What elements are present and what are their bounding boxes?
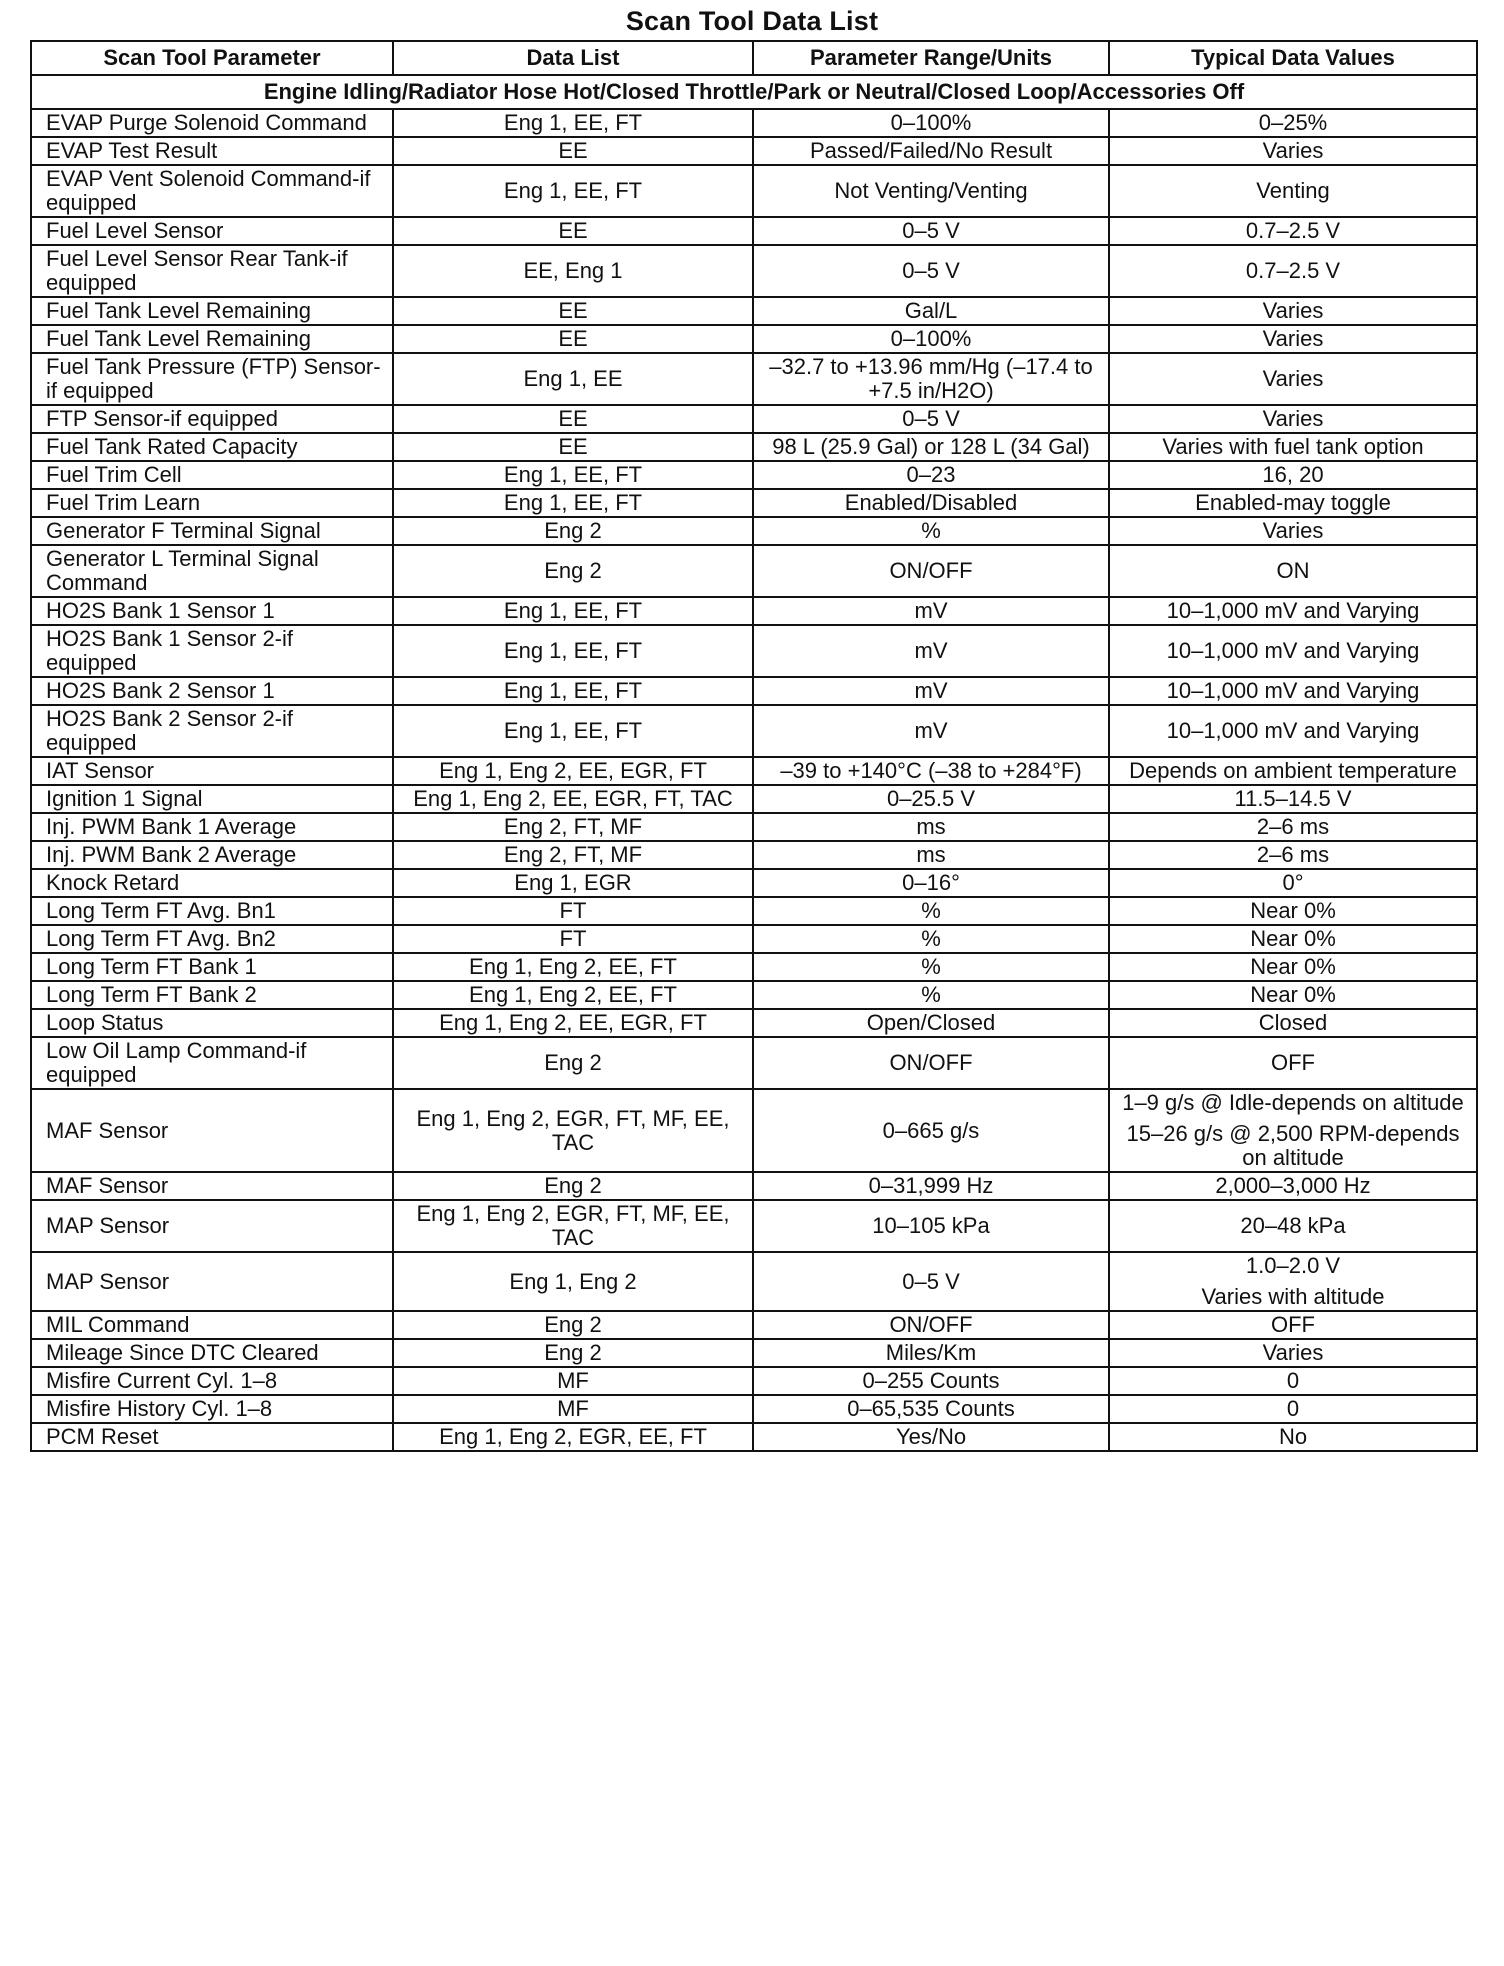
cell-typical-values (1109, 1037, 1477, 1089)
typical-value-line: ON (1276, 558, 1310, 583)
document-title: Scan Tool Data List (625, 6, 879, 36)
table-row (31, 109, 1477, 137)
cell-typical-values (1109, 489, 1477, 517)
cell-range-units: 98 L (25.9 Gal) or 128 L (34 Gal) (753, 433, 1109, 461)
typical-value-line: Varies (1262, 298, 1324, 323)
typical-value-line: No (1278, 1424, 1308, 1449)
typical-value-line: Near 0% (1250, 898, 1336, 923)
table-row (31, 325, 1477, 353)
table-row (31, 489, 1477, 517)
table-row (31, 545, 1477, 597)
cell-typical-values (1109, 1339, 1477, 1367)
cell-parameter: Fuel Trim Cell (31, 461, 393, 489)
cell-parameter: Fuel Level Sensor Rear Tank-if equipped (31, 245, 393, 297)
cell-typical-values (1109, 705, 1477, 757)
cell-range-units: 0–5 V (753, 1252, 1109, 1311)
cell-parameter: Long Term FT Avg. Bn1 (31, 897, 393, 925)
table-row (31, 757, 1477, 785)
cell-range-units: ON/OFF (753, 1037, 1109, 1089)
cell-parameter: Generator F Terminal Signal (31, 517, 393, 545)
cell-data-list: Eng 2 (393, 1311, 753, 1339)
cell-typical-values (1109, 981, 1477, 1009)
table-row (31, 705, 1477, 757)
table-row (31, 1339, 1477, 1367)
cell-parameter: Misfire History Cyl. 1–8 (31, 1395, 393, 1423)
cell-parameter: HO2S Bank 1 Sensor 2-if equipped (31, 625, 393, 677)
cell-parameter: Fuel Level Sensor (31, 217, 393, 245)
cell-typical-values (1109, 517, 1477, 545)
cell-typical-values (1109, 545, 1477, 597)
cell-range-units: 0–5 V (753, 245, 1109, 297)
cell-typical-values (1109, 433, 1477, 461)
cell-typical-values (1109, 1311, 1477, 1339)
table-row (31, 217, 1477, 245)
cell-range-units: % (753, 897, 1109, 925)
cell-parameter: PCM Reset (31, 1423, 393, 1451)
cell-data-list: Eng 2 (393, 545, 753, 597)
column-header-parameter: Scan Tool Parameter (31, 41, 393, 75)
cell-range-units: 0–16° (753, 869, 1109, 897)
table-row (31, 353, 1477, 405)
table-row (31, 297, 1477, 325)
cell-range-units: 0–5 V (753, 217, 1109, 245)
cell-data-list: MF (393, 1367, 753, 1395)
cell-typical-values (1109, 597, 1477, 625)
cell-data-list: FT (393, 925, 753, 953)
cell-range-units: Open/Closed (753, 1009, 1109, 1037)
cell-range-units: ON/OFF (753, 1311, 1109, 1339)
cell-typical-values (1109, 1395, 1477, 1423)
typical-value-line: Closed (1258, 1010, 1328, 1035)
table-row (31, 405, 1477, 433)
cell-parameter: Knock Retard (31, 869, 393, 897)
cell-typical-values (1109, 245, 1477, 297)
cell-parameter: Misfire Current Cyl. 1–8 (31, 1367, 393, 1395)
cell-data-list: Eng 1, EE, FT (393, 109, 753, 137)
table-row (31, 1200, 1477, 1252)
cell-parameter: Fuel Tank Rated Capacity (31, 433, 393, 461)
cell-parameter: Ignition 1 Signal (31, 785, 393, 813)
cell-typical-values (1109, 217, 1477, 245)
typical-value-line: Varies (1262, 366, 1324, 391)
cell-typical-values (1109, 461, 1477, 489)
typical-value-line: 16, 20 (1262, 462, 1324, 487)
cell-range-units: 0–255 Counts (753, 1367, 1109, 1395)
typical-value-line: Varies (1262, 326, 1324, 351)
column-header-typical-values: Typical Data Values (1109, 41, 1477, 75)
cell-range-units: Miles/Km (753, 1339, 1109, 1367)
table-body (31, 75, 1477, 1451)
table-row (31, 869, 1477, 897)
cell-data-list: Eng 2 (393, 517, 753, 545)
cell-data-list: Eng 1, Eng 2 (393, 1252, 753, 1311)
cell-data-list: Eng 1, EE, FT (393, 165, 753, 217)
typical-value-line: 0 (1286, 1368, 1300, 1393)
cell-parameter: Inj. PWM Bank 2 Average (31, 841, 393, 869)
typical-value-line: Varies with altitude (1201, 1284, 1385, 1309)
cell-data-list: EE (393, 297, 753, 325)
cell-range-units: Passed/Failed/No Result (753, 137, 1109, 165)
cell-typical-values (1109, 785, 1477, 813)
cell-data-list: Eng 1, EE, FT (393, 597, 753, 625)
typical-value-line: 0° (1282, 870, 1304, 895)
cell-parameter: HO2S Bank 1 Sensor 1 (31, 597, 393, 625)
cell-parameter: MAP Sensor (31, 1200, 393, 1252)
cell-range-units: % (753, 925, 1109, 953)
cell-range-units: % (753, 517, 1109, 545)
cell-range-units: 10–105 kPa (753, 1200, 1109, 1252)
cell-range-units: ms (753, 813, 1109, 841)
cell-typical-values (1109, 353, 1477, 405)
cell-parameter: Loop Status (31, 1009, 393, 1037)
table-row (31, 137, 1477, 165)
cell-range-units: 0–25.5 V (753, 785, 1109, 813)
cell-data-list: Eng 1, EE (393, 353, 753, 405)
cell-range-units: 0–665 g/s (753, 1089, 1109, 1172)
cell-range-units: 0–5 V (753, 405, 1109, 433)
table-row (31, 461, 1477, 489)
table-row (31, 1395, 1477, 1423)
cell-typical-values (1109, 1423, 1477, 1451)
cell-typical-values (1109, 757, 1477, 785)
cell-parameter: EVAP Purge Solenoid Command (31, 109, 393, 137)
cell-parameter: Long Term FT Bank 2 (31, 981, 393, 1009)
cell-typical-values (1109, 137, 1477, 165)
cell-range-units: 0–100% (753, 109, 1109, 137)
cell-parameter: Fuel Trim Learn (31, 489, 393, 517)
typical-value-line: 0.7–2.5 V (1245, 218, 1341, 243)
cell-data-list: Eng 1, EE, FT (393, 489, 753, 517)
cell-typical-values (1109, 625, 1477, 677)
cell-data-list: Eng 1, Eng 2, EGR, EE, FT (393, 1423, 753, 1451)
typical-value-line: Varies (1262, 1340, 1324, 1365)
scan-tool-data-table (30, 40, 1478, 1452)
cell-parameter: EVAP Vent Solenoid Command-if equipped (31, 165, 393, 217)
cell-typical-values (1109, 405, 1477, 433)
cell-data-list: FT (393, 897, 753, 925)
typical-value-line: Varies (1262, 406, 1324, 431)
cell-data-list: Eng 1, Eng 2, EE, EGR, FT (393, 1009, 753, 1037)
cell-data-list: Eng 2 (393, 1339, 753, 1367)
cell-range-units: ms (753, 841, 1109, 869)
typical-value-line: 2,000–3,000 Hz (1215, 1173, 1371, 1198)
cell-parameter: Fuel Tank Level Remaining (31, 297, 393, 325)
cell-data-list: EE (393, 405, 753, 433)
cell-typical-values (1109, 953, 1477, 981)
cell-range-units: Gal/L (753, 297, 1109, 325)
cell-range-units: % (753, 953, 1109, 981)
cell-data-list: Eng 1, Eng 2, EE, EGR, FT, TAC (393, 785, 753, 813)
cell-range-units: –39 to +140°C (–38 to +284°F) (753, 757, 1109, 785)
typical-value-line: 20–48 kPa (1240, 1213, 1346, 1238)
cell-data-list: Eng 1, EGR (393, 869, 753, 897)
typical-value-line: Depends on ambient temperature (1129, 758, 1457, 783)
table-row (31, 625, 1477, 677)
typical-value-line: Enabled-may toggle (1195, 490, 1391, 515)
table-row (31, 245, 1477, 297)
table-row (31, 1367, 1477, 1395)
cell-parameter: Long Term FT Avg. Bn2 (31, 925, 393, 953)
cell-parameter: Low Oil Lamp Command-if equipped (31, 1037, 393, 1089)
cell-range-units: 0–65,535 Counts (753, 1395, 1109, 1423)
cell-parameter: Fuel Tank Pressure (FTP) Sensor-if equipped (31, 353, 393, 405)
cell-typical-values (1109, 677, 1477, 705)
column-header-range-units: Parameter Range/Units (753, 41, 1109, 75)
cell-range-units: % (753, 981, 1109, 1009)
cell-data-list: Eng 2 (393, 1172, 753, 1200)
typical-value-line: Varies with fuel tank option (1162, 434, 1424, 459)
cell-parameter: Generator L Terminal Signal Command (31, 545, 393, 597)
cell-parameter: IAT Sensor (31, 757, 393, 785)
section-header-row (31, 75, 1477, 109)
cell-data-list: EE (393, 137, 753, 165)
typical-value-line: 10–1,000 mV and Varying (1166, 598, 1420, 623)
cell-parameter: Fuel Tank Level Remaining (31, 325, 393, 353)
typical-value-line: Near 0% (1250, 982, 1336, 1007)
typical-value-line: Near 0% (1250, 926, 1336, 951)
typical-value-line: 1–9 g/s @ Idle-depends on altitude (1122, 1090, 1464, 1115)
cell-typical-values (1109, 325, 1477, 353)
cell-parameter: MAF Sensor (31, 1172, 393, 1200)
table-row (31, 785, 1477, 813)
cell-typical-values (1109, 109, 1477, 137)
cell-data-list: Eng 1, Eng 2, EE, FT (393, 981, 753, 1009)
cell-data-list: Eng 1, EE, FT (393, 677, 753, 705)
typical-value-line: 0.7–2.5 V (1245, 258, 1341, 283)
typical-value-line: Near 0% (1250, 954, 1336, 979)
cell-range-units: mV (753, 677, 1109, 705)
cell-data-list: Eng 2, FT, MF (393, 813, 753, 841)
cell-range-units: –32.7 to +13.96 mm/Hg (–17.4 to +7.5 in/H2O) (753, 353, 1109, 405)
table-row (31, 1311, 1477, 1339)
table-row (31, 517, 1477, 545)
cell-data-list: Eng 1, Eng 2, EGR, FT, MF, EE, TAC (393, 1200, 753, 1252)
table-row (31, 841, 1477, 869)
cell-typical-values (1109, 813, 1477, 841)
table-header-row (31, 41, 1477, 75)
cell-typical-values (1109, 1009, 1477, 1037)
typical-value-line: 0–25% (1258, 110, 1328, 135)
table-row (31, 1423, 1477, 1451)
cell-range-units: Yes/No (753, 1423, 1109, 1451)
cell-parameter: FTP Sensor-if equipped (31, 405, 393, 433)
cell-range-units: mV (753, 705, 1109, 757)
cell-parameter: HO2S Bank 2 Sensor 2-if equipped (31, 705, 393, 757)
cell-parameter: MIL Command (31, 1311, 393, 1339)
cell-data-list: Eng 1, EE, FT (393, 705, 753, 757)
table-row (31, 433, 1477, 461)
table-row (31, 1252, 1477, 1311)
typical-value-line: Venting (1256, 178, 1330, 203)
table-row (31, 897, 1477, 925)
cell-parameter: Inj. PWM Bank 1 Average (31, 813, 393, 841)
typical-value-line: Varies (1262, 138, 1324, 163)
cell-range-units: Enabled/Disabled (753, 489, 1109, 517)
cell-typical-values (1109, 841, 1477, 869)
cell-parameter: MAF Sensor (31, 1089, 393, 1172)
cell-typical-values (1109, 869, 1477, 897)
cell-typical-values (1109, 1089, 1477, 1172)
cell-range-units: mV (753, 625, 1109, 677)
cell-data-list: Eng 1, EE, FT (393, 625, 753, 677)
cell-range-units: 0–23 (753, 461, 1109, 489)
typical-value-line: 11.5–14.5 V (1234, 786, 1352, 811)
typical-value-line: 0 (1286, 1396, 1300, 1421)
cell-data-list: MF (393, 1395, 753, 1423)
cell-parameter: Long Term FT Bank 1 (31, 953, 393, 981)
typical-value-line: OFF (1271, 1312, 1315, 1337)
cell-data-list: EE, Eng 1 (393, 245, 753, 297)
cell-data-list: EE (393, 217, 753, 245)
cell-range-units: mV (753, 597, 1109, 625)
cell-typical-values (1109, 897, 1477, 925)
typical-value-line: 10–1,000 mV and Varying (1166, 718, 1420, 743)
typical-value-line: Varies (1262, 518, 1324, 543)
cell-typical-values (1109, 1200, 1477, 1252)
table-row (31, 165, 1477, 217)
cell-range-units: 0–31,999 Hz (753, 1172, 1109, 1200)
cell-range-units: ON/OFF (753, 545, 1109, 597)
cell-typical-values (1109, 297, 1477, 325)
table-row (31, 925, 1477, 953)
cell-data-list: EE (393, 325, 753, 353)
typical-value-line: 2–6 ms (1256, 842, 1330, 867)
table-row (31, 1009, 1477, 1037)
table-row (31, 1172, 1477, 1200)
table-row (31, 813, 1477, 841)
cell-data-list: Eng 1, Eng 2, EE, FT (393, 953, 753, 981)
table-row (31, 597, 1477, 625)
cell-typical-values (1109, 1172, 1477, 1200)
cell-typical-values (1109, 1367, 1477, 1395)
typical-value-line: 15–26 g/s @ 2,500 RPM-depends on altitude (1126, 1121, 1460, 1170)
section-header: Engine Idling/Radiator Hose Hot/Closed Throttle/Park or Neutral/Closed Loop/Accessories Off (31, 75, 1477, 109)
typical-value-line: 10–1,000 mV and Varying (1166, 678, 1420, 703)
table-row (31, 1089, 1477, 1172)
cell-parameter: HO2S Bank 2 Sensor 1 (31, 677, 393, 705)
cell-data-list: Eng 1, EE, FT (393, 461, 753, 489)
typical-value-line: 1.0–2.0 V (1245, 1253, 1341, 1278)
table-row (31, 1037, 1477, 1089)
cell-parameter: MAP Sensor (31, 1252, 393, 1311)
column-header-data-list: Data List (393, 41, 753, 75)
table-row (31, 677, 1477, 705)
typical-value-line: 2–6 ms (1256, 814, 1330, 839)
table-row (31, 953, 1477, 981)
cell-typical-values (1109, 925, 1477, 953)
cell-data-list: Eng 2, FT, MF (393, 841, 753, 869)
cell-typical-values (1109, 1252, 1477, 1311)
cell-range-units: Not Venting/Venting (753, 165, 1109, 217)
table-row (31, 981, 1477, 1009)
cell-data-list: EE (393, 433, 753, 461)
cell-parameter: Mileage Since DTC Cleared (31, 1339, 393, 1367)
cell-data-list: Eng 2 (393, 1037, 753, 1089)
cell-range-units: 0–100% (753, 325, 1109, 353)
typical-value-line: 10–1,000 mV and Varying (1166, 638, 1420, 663)
cell-data-list: Eng 1, Eng 2, EE, EGR, FT (393, 757, 753, 785)
cell-parameter: EVAP Test Result (31, 137, 393, 165)
cell-data-list: Eng 1, Eng 2, EGR, FT, MF, EE, TAC (393, 1089, 753, 1172)
typical-value-line: OFF (1271, 1050, 1315, 1075)
cell-typical-values (1109, 165, 1477, 217)
